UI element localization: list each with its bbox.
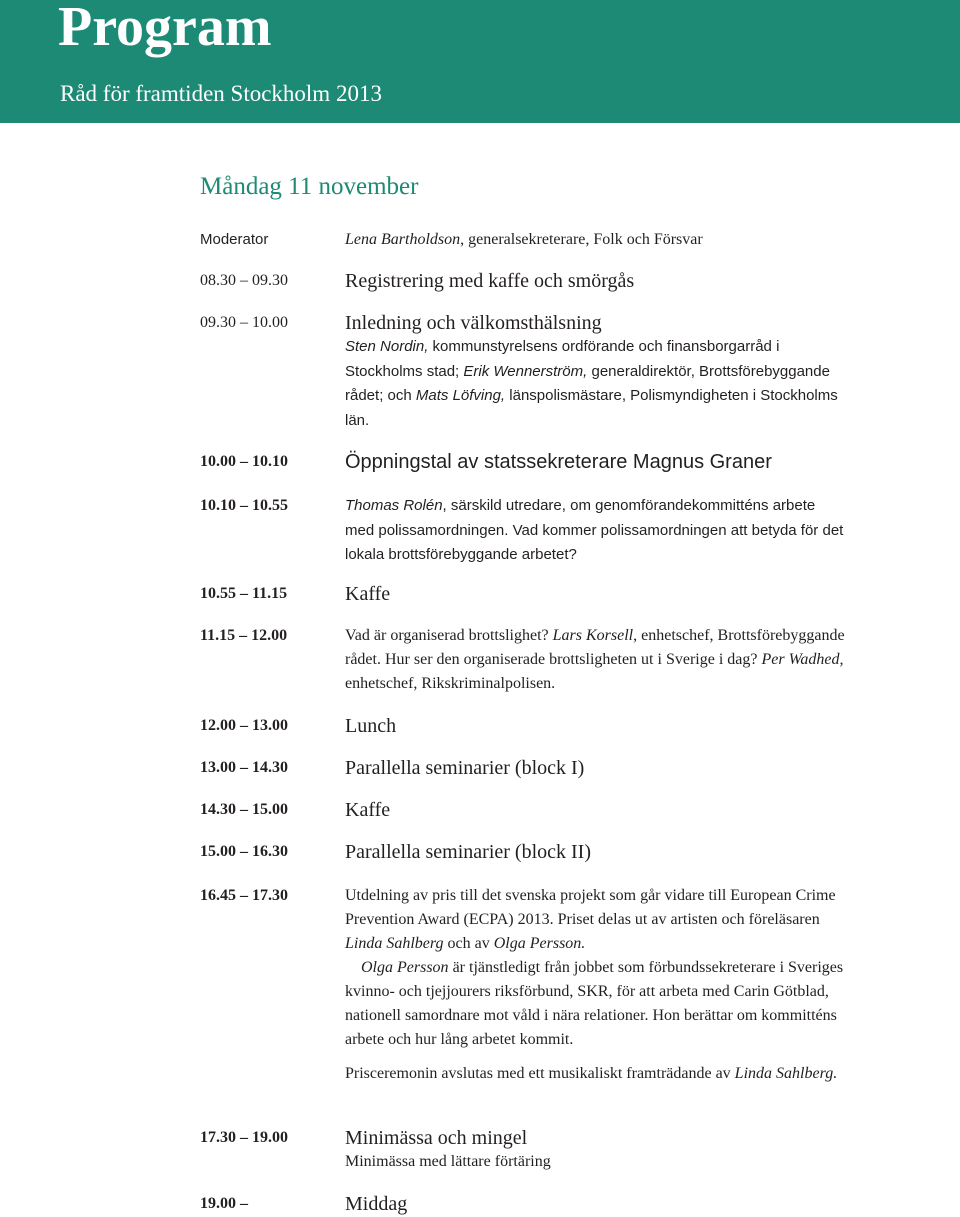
speaker-name: Mats Löfving, bbox=[415, 387, 506, 404]
item-description: Minimässa med lättare förtäring bbox=[345, 1153, 551, 1170]
speaker-name: Erik Wennerström, bbox=[463, 362, 588, 380]
item-time: 10.00 – 10.10 bbox=[200, 453, 288, 470]
moderator-role: , generalsekreterare, Folk och Försvar bbox=[460, 231, 703, 248]
item-time: 11.15 – 12.00 bbox=[200, 627, 288, 644]
award-paragraph: Utdelning av pris till det svenska projekt som går vidare till European Crime Prevention Award (ECPA) 2013. Priset delas ut av artisten och föreläsaren Linda Sahlberg och av Olga Persson. bbox=[345, 887, 836, 952]
item-description bbox=[345, 884, 860, 1086]
award-paragraph: Olga Persson är tjänstledigt från jobbet som förbundssekreterare i Sveriges kvinno- och tjejjourers riksförbund, SKR, för att arbeta med Carin Götblad, nationell samordnare mot våld i nära relationer. Hon berättar om kommitténs arbete och hur lång arbetet kommit. bbox=[345, 959, 844, 1048]
moderator-name: Lena Bartholdson bbox=[345, 231, 461, 248]
item-time: 10.55 – 11.15 bbox=[200, 585, 288, 602]
item-time: 19.00 – bbox=[200, 1195, 248, 1212]
speaker-name: Thomas Rolén bbox=[345, 497, 443, 514]
item-time: 14.30 – 15.00 bbox=[200, 801, 288, 818]
item-title: Parallella seminarier (block II) bbox=[345, 841, 591, 863]
item-time: 08.30 – 09.30 bbox=[200, 272, 288, 289]
speaker-name: Lars Korsell bbox=[552, 627, 634, 644]
page-title: Program bbox=[58, 0, 272, 58]
item-time: 10.10 – 10.55 bbox=[200, 497, 288, 514]
item-time: 16.45 – 17.30 bbox=[200, 887, 288, 904]
day-heading: Måndag 11 november bbox=[200, 173, 419, 200]
item-description: Thomas Rolén, särskild utredare, om genomförandekommitténs arbete med polissamordningen. Vad kommer polissamordningen att betyda för det lokala brottsförebyggande arbetet? bbox=[345, 497, 844, 563]
speaker-name: Olga Persson bbox=[361, 959, 449, 976]
speaker-name: Per Wadhed, bbox=[761, 651, 844, 668]
item-title: Kaffe bbox=[345, 799, 391, 821]
speaker-name: Linda Sahlberg. bbox=[734, 1065, 838, 1082]
item-title: Minimässa och mingel bbox=[345, 1127, 528, 1149]
item-time: 12.00 – 13.00 bbox=[200, 717, 288, 734]
header-banner bbox=[0, 0, 960, 123]
speaker-name: Sten Nordin, bbox=[345, 338, 429, 355]
item-title: Öppningstal av statssekreterare Magnus Graner bbox=[345, 451, 772, 473]
item-title: Middag bbox=[345, 1193, 408, 1215]
item-time: 15.00 – 16.30 bbox=[200, 843, 288, 860]
item-time: 09.30 – 10.00 bbox=[200, 314, 288, 331]
item-time: 17.30 – 19.00 bbox=[200, 1129, 288, 1146]
page-subtitle: Råd för framtiden Stockholm 2013 bbox=[60, 81, 382, 106]
award-paragraph: Prisceremonin avslutas med ett musikaliskt framträdande av Linda Sahlberg. bbox=[345, 1065, 838, 1082]
speaker-name: Olga Persson. bbox=[493, 935, 586, 952]
moderator-label: Moderator bbox=[200, 231, 269, 248]
item-description: Vad är organiserad brottslighet? Lars Korsell, enhetschef, Brottsförebyggande rådet. Hur ser den organiserade brottsligheten ut i Sverige i dag? Per Wadhed, enhetschef, Rikskriminalpolisen. bbox=[345, 627, 845, 692]
item-title: Inledning och välkomsthälsning bbox=[345, 312, 602, 334]
item-title: Parallella seminarier (block I) bbox=[345, 757, 585, 779]
speaker-name: Linda Sahlberg bbox=[345, 935, 444, 952]
item-title: Registrering med kaffe och smörgås bbox=[345, 270, 635, 292]
item-title: Kaffe bbox=[345, 583, 391, 605]
item-description: Sten Nordin, kommunstyrelsens ordförande och finansborgarråd i Stockholms stad; Erik Wennerström, generaldirektör, Brottsförebyggande rådet; och Mats Löfving, länspolismästare, Polismyndigheten i Stockholms län. bbox=[345, 338, 838, 429]
item-time: 13.00 – 14.30 bbox=[200, 759, 288, 776]
item-title: Lunch bbox=[345, 715, 397, 737]
